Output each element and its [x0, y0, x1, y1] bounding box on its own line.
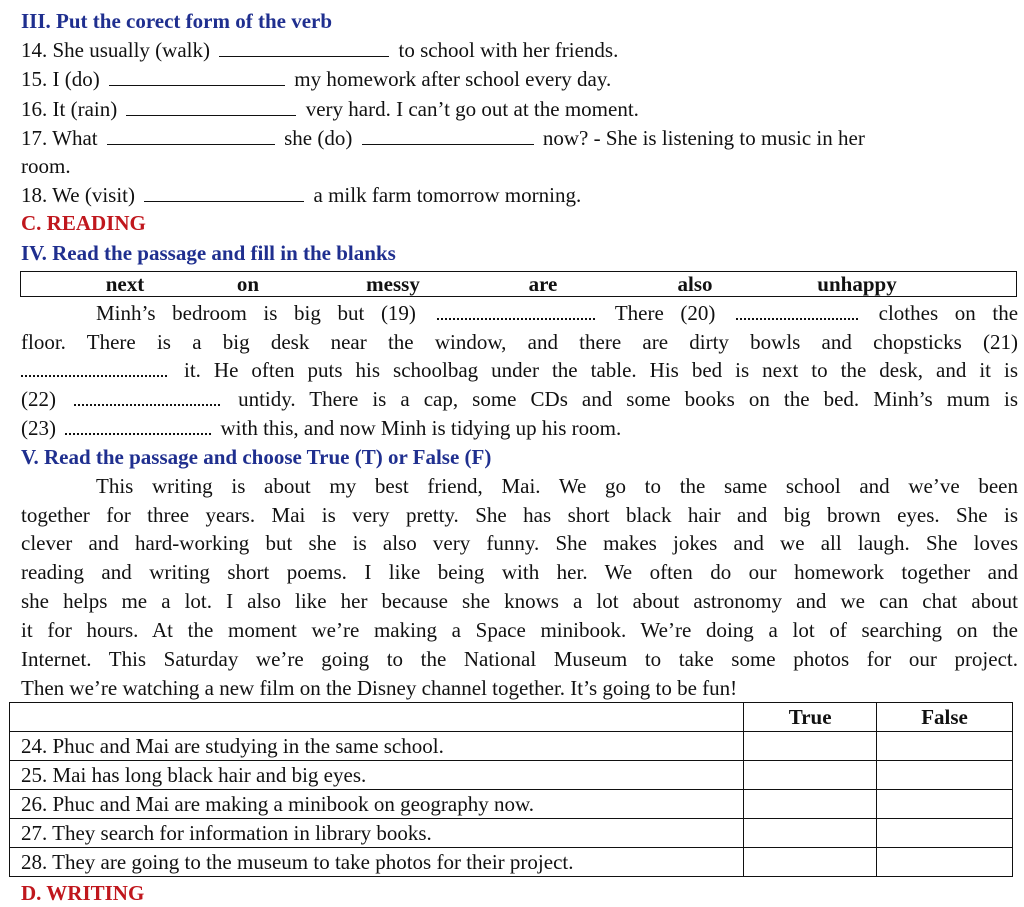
passage-5-line-7: Internet. This Saturday we’re going to the National Museum to take some photos for our project.	[21, 647, 1018, 671]
item-15-rest: my homework after school every day.	[294, 67, 612, 91]
passage-5-line-1	[21, 472, 1018, 501]
true-cell[interactable]	[744, 819, 877, 848]
item-16-rest: very hard. I can’t go out at the moment.	[305, 97, 639, 121]
word-bank-item: next	[105, 272, 145, 296]
table-row	[10, 761, 1013, 790]
blank-19[interactable]	[437, 302, 595, 320]
item-17-rest: now? - She is listening to music in her	[542, 126, 865, 150]
true-cell[interactable]	[744, 848, 877, 877]
item-17-continuation: room.	[21, 154, 71, 178]
section-5-title: V. Read the passage and choose True (T) or False (F)	[21, 445, 492, 469]
passage-text: with this, and now Minh is tidying up his room.	[220, 416, 622, 440]
item-14-rest: to school with her friends.	[398, 38, 619, 62]
passage-text: (23)	[21, 416, 56, 440]
passage-text: This writing is about my best friend, Mai. We go to the same school and we’ve been	[96, 474, 1018, 498]
section-d-title-partial: D. WRITING	[21, 881, 145, 905]
true-false-table	[9, 702, 1013, 877]
item-17-prompt: 17. What	[21, 126, 98, 150]
item-18-blank[interactable]	[144, 183, 304, 202]
passage-4-line-2: floor. There is a big desk near the window, and there are dirty bowls and chopsticks (21)	[21, 330, 1018, 354]
table-row	[10, 790, 1013, 819]
false-cell[interactable]	[877, 848, 1013, 877]
item-14-blank[interactable]	[219, 38, 389, 57]
true-cell[interactable]	[744, 732, 877, 761]
item-14-prompt: 14. She usually (walk)	[21, 38, 210, 62]
blank-23[interactable]	[65, 417, 211, 435]
item-18-rest: a milk farm tomorrow morning.	[313, 183, 582, 207]
blank-20[interactable]	[736, 302, 858, 320]
section-4-title: IV. Read the passage and fill in the blanks	[21, 241, 396, 265]
passage-4-line-4	[21, 385, 1018, 414]
passage-5-line-2: together for three years. Mai is very pretty. She has short black hair and big brown eyes. She is	[21, 503, 1018, 527]
statement-24: 24. Phuc and Mai are studying in the same school.	[10, 732, 744, 761]
item-16-blank[interactable]	[126, 97, 296, 116]
passage-text: untidy. There is a cap, some CDs and some books on the bed. Minh’s mum is	[238, 387, 1018, 411]
passage-text: There (20)	[614, 301, 716, 325]
section-c-title: C. READING	[21, 211, 146, 235]
item-17-middle: she (do)	[284, 126, 353, 150]
passage-4-line-3	[21, 356, 1018, 385]
true-cell[interactable]	[744, 761, 877, 790]
table-header-true: True	[744, 703, 877, 732]
word-bank-item: unhappy	[817, 272, 897, 296]
passage-text: (22)	[21, 387, 56, 411]
item-15-prompt: 15. I (do)	[21, 67, 100, 91]
false-cell[interactable]	[877, 790, 1013, 819]
passage-text: Minh’s bedroom is big but (19)	[96, 301, 416, 325]
section-3-title: III. Put the corect form of the verb	[21, 9, 333, 33]
table-header-false: False	[877, 703, 1013, 732]
table-header-statement	[10, 703, 744, 732]
exercise-item-18	[21, 181, 581, 209]
passage-5-line-4: reading and writing short poems. I like being with her. We often do our homework together and	[21, 560, 1018, 584]
table-row	[10, 848, 1013, 877]
word-bank-item: on	[236, 272, 260, 296]
statement-27: 27. They search for information in library books.	[10, 819, 744, 848]
false-cell[interactable]	[877, 761, 1013, 790]
item-17-blank-1[interactable]	[107, 126, 275, 145]
false-cell[interactable]	[877, 732, 1013, 761]
table-row	[10, 732, 1013, 761]
passage-4-line-1	[21, 299, 1018, 328]
word-bank-item: messy	[366, 272, 420, 296]
statement-28: 28. They are going to the museum to take photos for their project.	[10, 848, 744, 877]
passage-4-line-5	[21, 414, 1018, 443]
item-17-blank-2[interactable]	[362, 126, 534, 145]
passage-5-line-5: she helps me a lot. I also like her because she knows a lot about astronomy and we can chat about	[21, 589, 1018, 613]
exercise-item-15	[21, 65, 611, 93]
item-18-prompt: 18. We (visit)	[21, 183, 135, 207]
exercise-item-14	[21, 36, 618, 64]
word-bank-item: are	[528, 272, 558, 296]
table-row	[10, 819, 1013, 848]
item-15-blank[interactable]	[109, 67, 285, 86]
false-cell[interactable]	[877, 819, 1013, 848]
word-bank-item: also	[677, 272, 713, 296]
table-header-row	[10, 703, 1013, 732]
statement-25: 25. Mai has long black hair and big eyes.	[10, 761, 744, 790]
exercise-item-16	[21, 95, 639, 123]
passage-text: it. He often puts his schoolbag under the table. His bed is next to the desk, and it is	[184, 358, 1018, 382]
blank-21[interactable]	[21, 359, 167, 377]
passage-5-line-3: clever and hard-working but she is also very funny. She makes jokes and we all laugh. She loves	[21, 531, 1018, 555]
passage-text: clothes on the	[878, 301, 1019, 325]
passage-5-line-6: it for hours. At the moment we’re making a Space minibook. We’re doing a lot of searching on the	[21, 618, 1018, 642]
item-16-prompt: 16. It (rain)	[21, 97, 118, 121]
blank-22[interactable]	[74, 388, 220, 406]
statement-26: 26. Phuc and Mai are making a minibook on geography now.	[10, 790, 744, 819]
true-cell[interactable]	[744, 790, 877, 819]
word-bank-box	[20, 271, 1017, 297]
passage-5-line-8: Then we’re watching a new film on the Disney channel together. It’s going to be fun!	[21, 676, 738, 700]
exercise-item-17	[21, 124, 865, 152]
